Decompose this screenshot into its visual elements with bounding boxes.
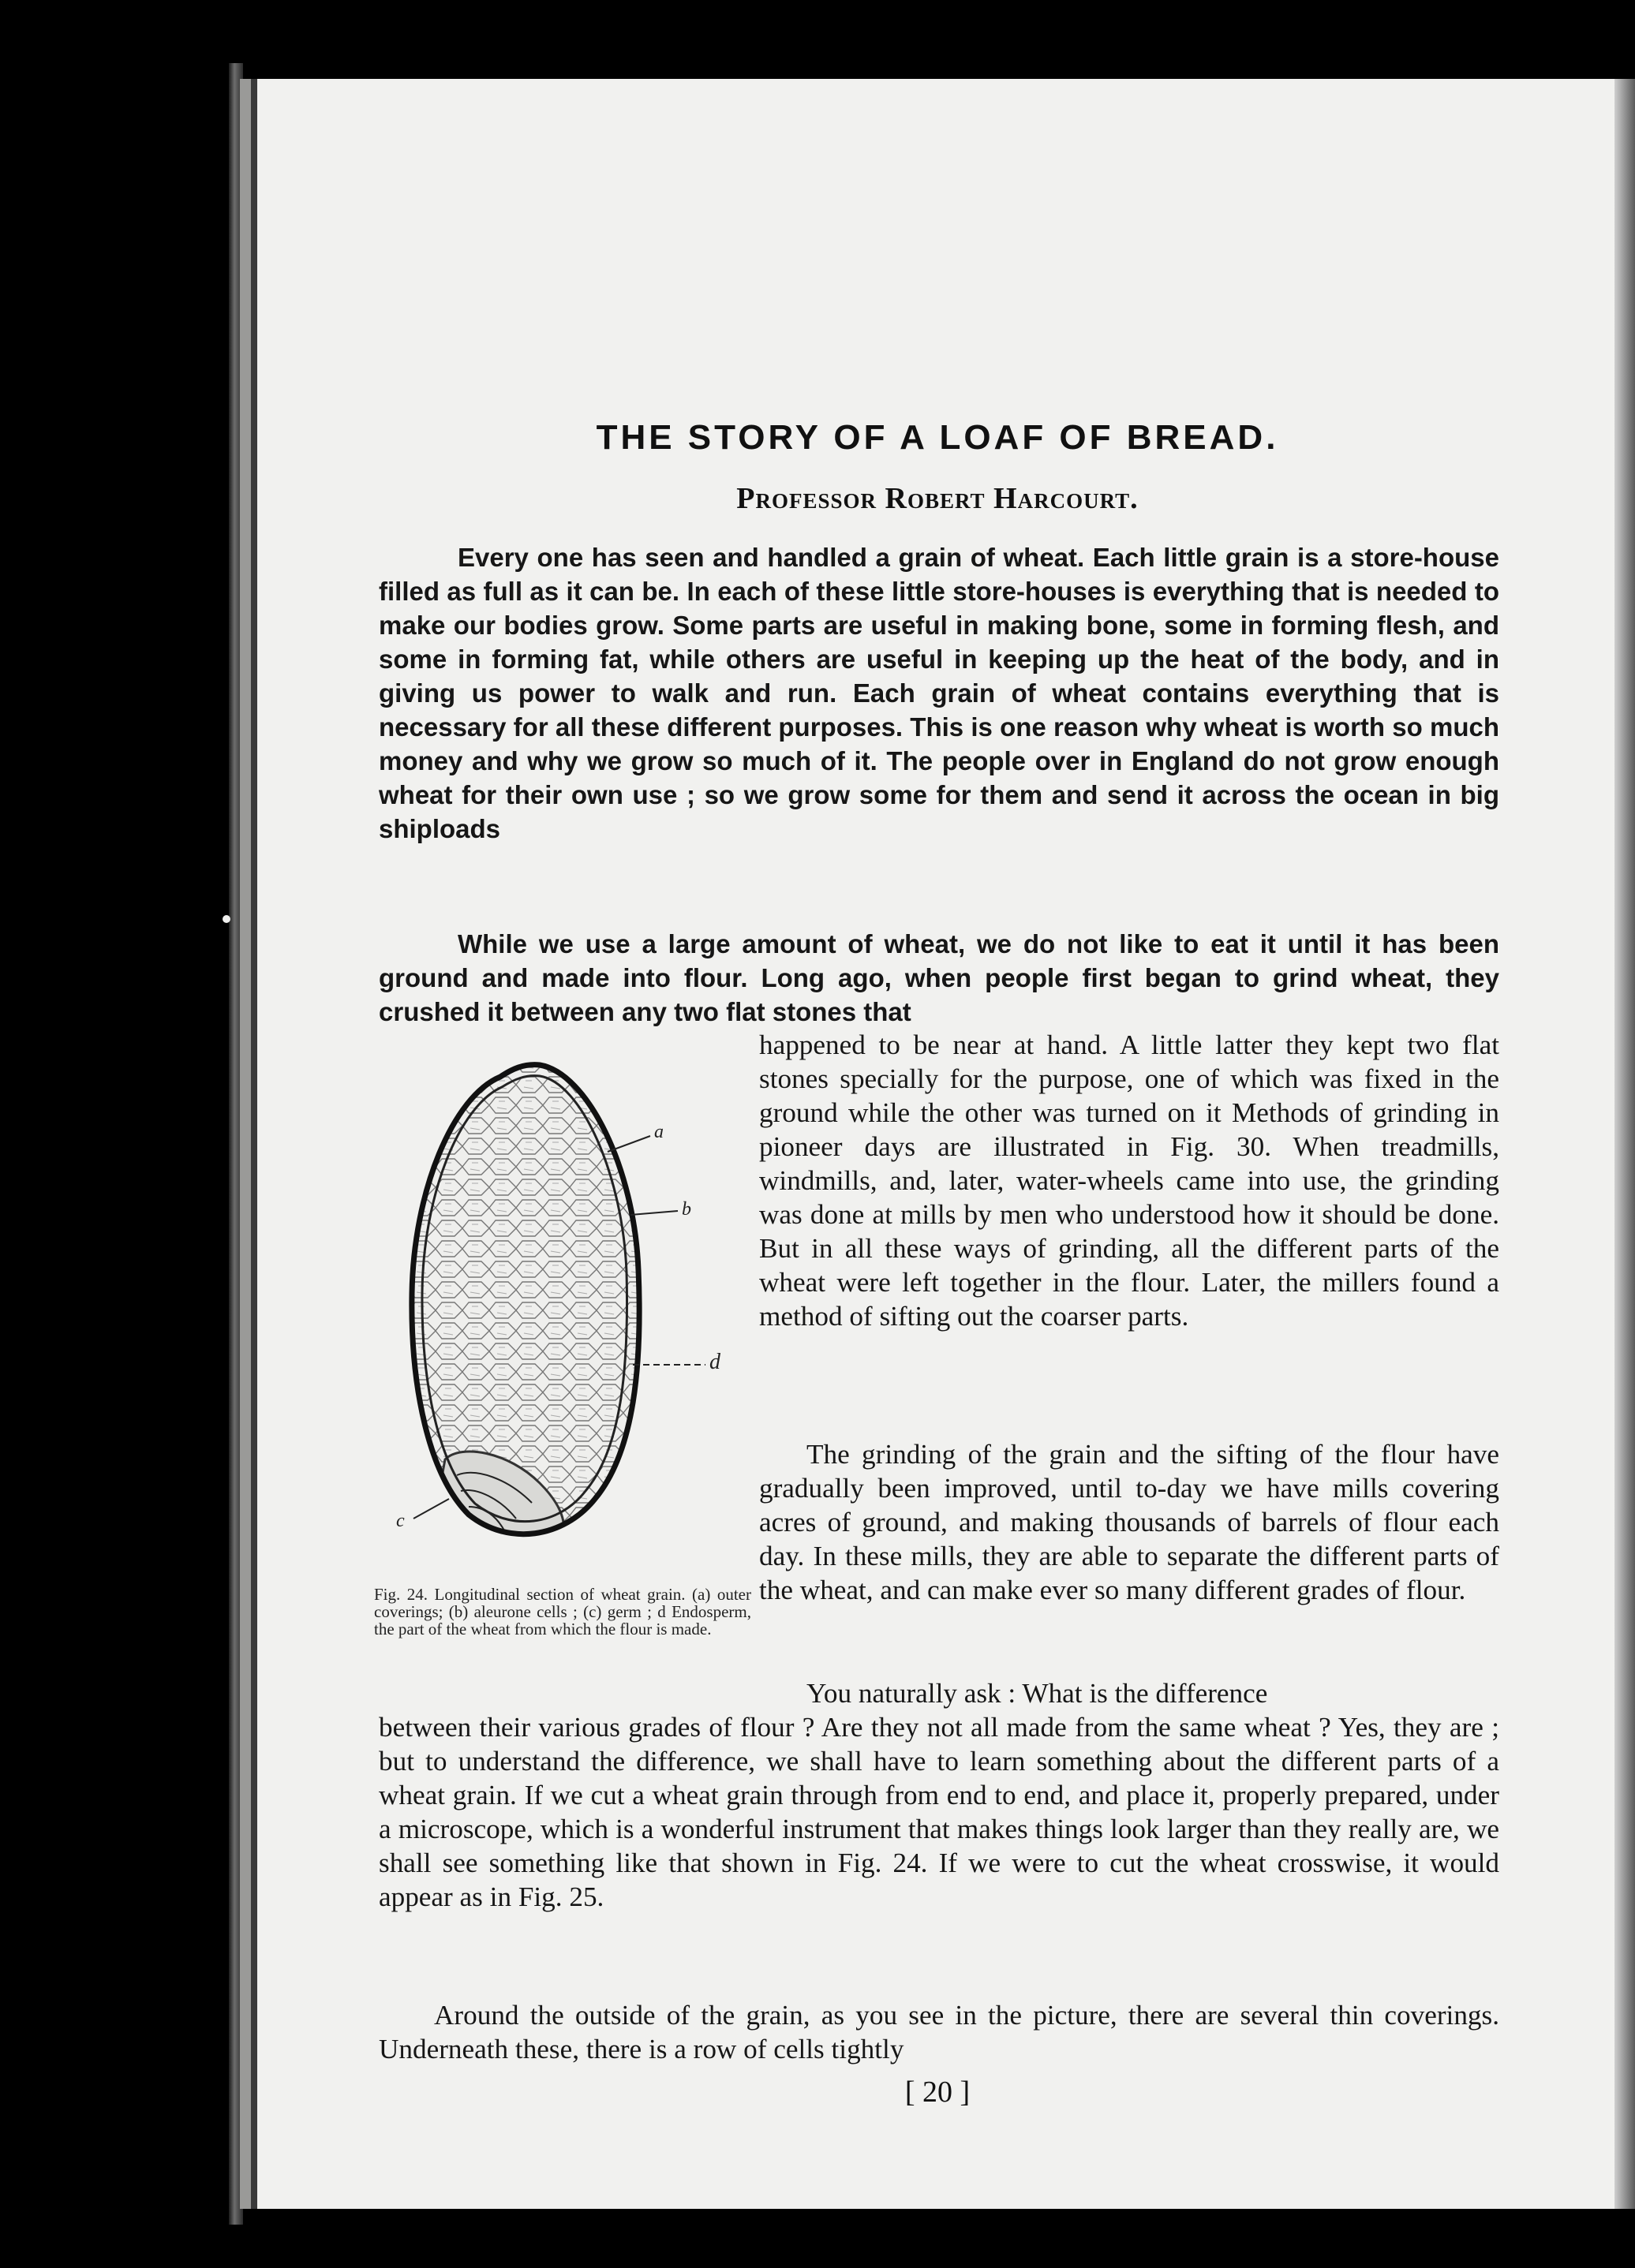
paragraph-4-full-width: between their various grades of flour ? Are they not all made from the same wheat ? Yes, they are ; but to understand the difference, we shall have to learn something about the different parts of a wheat grain. If we cut a wheat grain through from end to end, and place it, properly prepared, under a microscope, which is a wonderful instrument that makes things look larger than they really are, we shall see something like that shown in Fig. 24. If we were to cut the wheat crosswise, it would appear as in Fig. 25.	[379, 1712, 1499, 1912]
paragraph-4-beside-figure: You naturally ask : What is the difference	[806, 1678, 1268, 1709]
article-author: Professor Robert Harcourt.	[736, 482, 1139, 515]
figure-label-d: d	[709, 1350, 720, 1374]
wheat-grain-figure	[382, 1033, 745, 1586]
paragraph-1: Every one has seen and handled a grain of wheat. Each little grain is a store-house filled as full as it can be. In each of these little store-houses is everything that is needed to make our bodies grow. Some parts are useful in making bone, some in forming flesh, and some in forming fat, while others are useful in keeping up the heat of the body, and in giving us power to walk and run. Each grain of wheat contains everything that is necessary for all these different purposes. This is one reason why wheat is worth so much money and why we grow so much of it. The people over in England do not grow enough wheat for their own use ; so we grow some for them and send it across the ocean in big shiploads	[379, 543, 1499, 843]
page-speck	[223, 915, 230, 923]
paragraph-2-full-width: While we use a large amount of wheat, we do not like to eat it until it has been ground and made into flour. Long ago, when people first began to grind wheat, they crushed it between any two flat stones that	[379, 929, 1499, 1026]
page-number: [ 20 ]	[904, 2076, 971, 2109]
figure-label-b: b	[682, 1199, 691, 1220]
figure-caption: Fig. 24. Longitudinal section of wheat grain. (a) outer coverings; (b) aleurone cells ; (c) germ ; d Endosperm, the part of the wheat from which the flour is made.	[374, 1585, 751, 1638]
article-title: THE STORY OF A LOAF OF BREAD.	[596, 418, 1279, 457]
book-page	[240, 79, 1635, 2209]
figure-label-a: a	[654, 1122, 664, 1142]
wheat-grain-section-illustration	[382, 1033, 745, 1586]
paragraph-5: Around the outside of the grain, as you see in the picture, there are several thin coverings. Underneath these, there is a row of cells tightly	[379, 2000, 1499, 2064]
page-right-edge	[1614, 79, 1635, 2209]
paragraph-3: The grinding of the grain and the sifting of the flour have gradually been improved, until to-day we have mills covering acres of ground, and making thousands of barrels of flour each day. In these mills, they are able to separate the different parts of the wheat, and can make ever so many different grades of flour.	[759, 1439, 1499, 1605]
figure-label-c: c	[396, 1511, 405, 1531]
paragraph-2-beside-figure: happened to be near at hand. A little latter they kept two flat stones specially for the purpose, one of which was fixed in the ground while the other was turned on it Methods of grinding in pioneer days are illustrated in Fig. 30. When treadmills, windmills, and, later, water-wheels came into use, the grinding was done at mills by men who understood how it should be done. But in all these ways of grinding, all the different parts of the wheat were left together in the flour. Later, the millers found a method of sifting out the coarser parts.	[759, 1029, 1499, 1332]
